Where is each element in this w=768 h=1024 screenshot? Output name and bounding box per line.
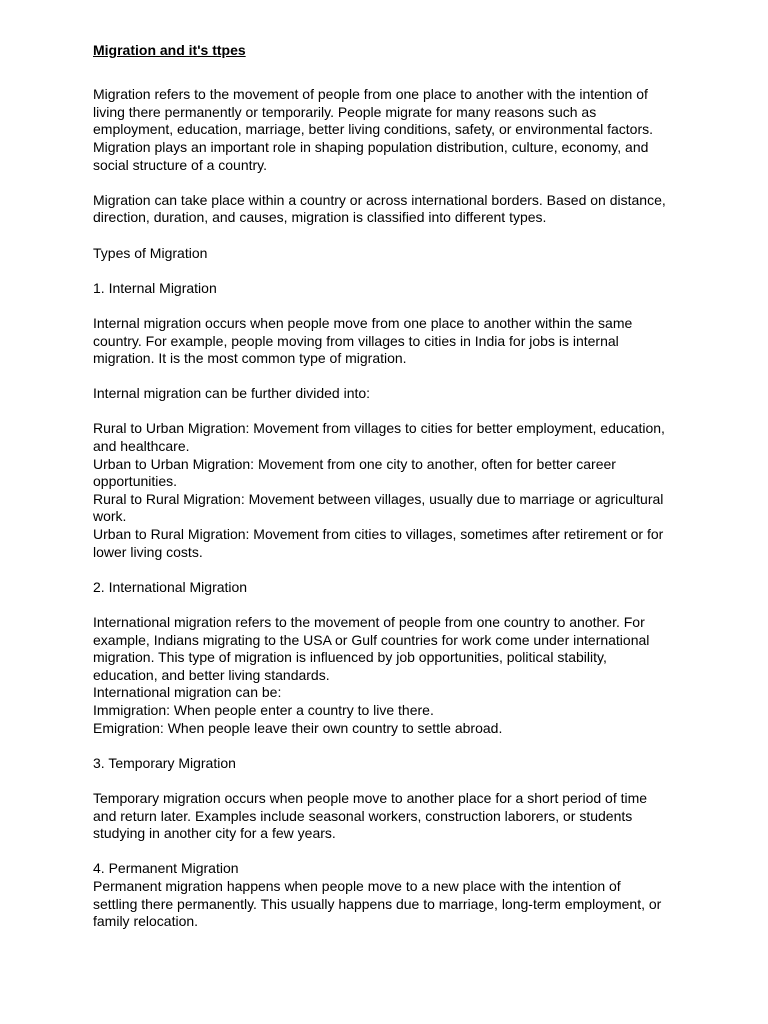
text-line: migration. It is the most common type of migration.: [93, 350, 407, 367]
section-heading: 1. Internal Migration: [93, 279, 217, 296]
temporary-description: [93, 790, 678, 843]
spacer: [93, 262, 678, 280]
international-description: [93, 614, 678, 737]
spacer: [93, 772, 678, 790]
text-line: Urban to Rural Migration: Movement from cities to villages, sometimes after retirement or for: [93, 526, 664, 543]
spacer: [93, 561, 678, 579]
permanent-section: [93, 860, 678, 930]
text-line: Migration refers to the movement of people from one place to another with the intention of: [93, 86, 648, 103]
text-line: studying in another city for a few years.: [93, 825, 336, 842]
text-line: Internal migration occurs when people move from one place to another within the same: [93, 314, 633, 331]
document-page: [93, 42, 678, 931]
text-line: Internal migration can be further divided into:: [93, 385, 371, 402]
text-line: family relocation.: [93, 913, 199, 930]
text-line: Migration can take place within a country or across international borders. Based on distance,: [93, 191, 666, 208]
section-heading: 4. Permanent Migration: [93, 860, 239, 877]
internal-heading: [93, 280, 678, 298]
intro2-paragraph: [93, 192, 678, 227]
text-line: social structure of a country.: [93, 156, 268, 173]
text-line: opportunities.: [93, 473, 178, 490]
section-heading: Types of Migration: [93, 244, 208, 261]
text-line: Permanent migration happens when people move to a new place with the intention of: [93, 877, 621, 894]
spacer: [93, 227, 678, 245]
spacer: [93, 737, 678, 755]
spacer: [93, 403, 678, 421]
text-line: Migration plays an important role in shaping population distribution, culture, economy, and: [93, 138, 649, 155]
text-line: Immigration: When people enter a country to live there.: [93, 701, 434, 718]
text-line: Urban to Urban Migration: Movement from one city to another, often for better career: [93, 455, 616, 472]
text-line: living there permanently or temporarily. People migrate for many reasons such as: [93, 103, 597, 120]
text-line: example, Indians migrating to the USA or Gulf countries for work come under international: [93, 631, 650, 648]
text-line: settling there permanently. This usually happens due to marriage, long-term employment, or: [93, 895, 662, 912]
text-line: migration. This type of migration is influenced by job opportunities, political stability,: [93, 649, 607, 666]
section-heading: 2. International Migration: [93, 578, 248, 595]
spacer: [93, 368, 678, 386]
text-line: Temporary migration occurs when people move to another place for a short period of time: [93, 789, 648, 806]
section-heading: 3. Temporary Migration: [93, 754, 236, 771]
text-line: education, and better living standards.: [93, 666, 330, 683]
intro-paragraph: [93, 86, 678, 174]
internal-description: [93, 315, 678, 368]
text-line: lower living costs.: [93, 543, 203, 560]
international-heading: [93, 579, 678, 597]
document-title: Migration and it's ttpes: [93, 42, 246, 58]
text-line: Rural to Urban Migration: Movement from villages to cities for better employment, education,: [93, 420, 665, 437]
spacer: [93, 297, 678, 315]
text-line: and healthcare.: [93, 438, 190, 455]
text-line: and return later. Examples include seasonal workers, construction laborers, or students: [93, 807, 633, 824]
types-heading: [93, 245, 678, 263]
temporary-heading: [93, 755, 678, 773]
spacer: [93, 596, 678, 614]
text-line: work.: [93, 508, 127, 525]
text-line: Emigration: When people leave their own country to settle abroad.: [93, 719, 503, 736]
internal-subtypes: [93, 420, 678, 561]
spacer: [93, 174, 678, 192]
text-line: employment, education, marriage, better living conditions, safety, or environmental factors.: [93, 121, 654, 138]
text-line: country. For example, people moving from villages to cities in India for jobs is internal: [93, 332, 619, 349]
text-line: International migration can be:: [93, 684, 282, 701]
spacer: [93, 843, 678, 861]
text-line: Rural to Rural Migration: Movement between villages, usually due to marriage or agricultural: [93, 490, 664, 507]
text-line: International migration refers to the movement of people from one country to another. For: [93, 614, 645, 630]
internal-divided: [93, 385, 678, 403]
text-line: direction, duration, and causes, migration is classified into different types.: [93, 209, 547, 226]
